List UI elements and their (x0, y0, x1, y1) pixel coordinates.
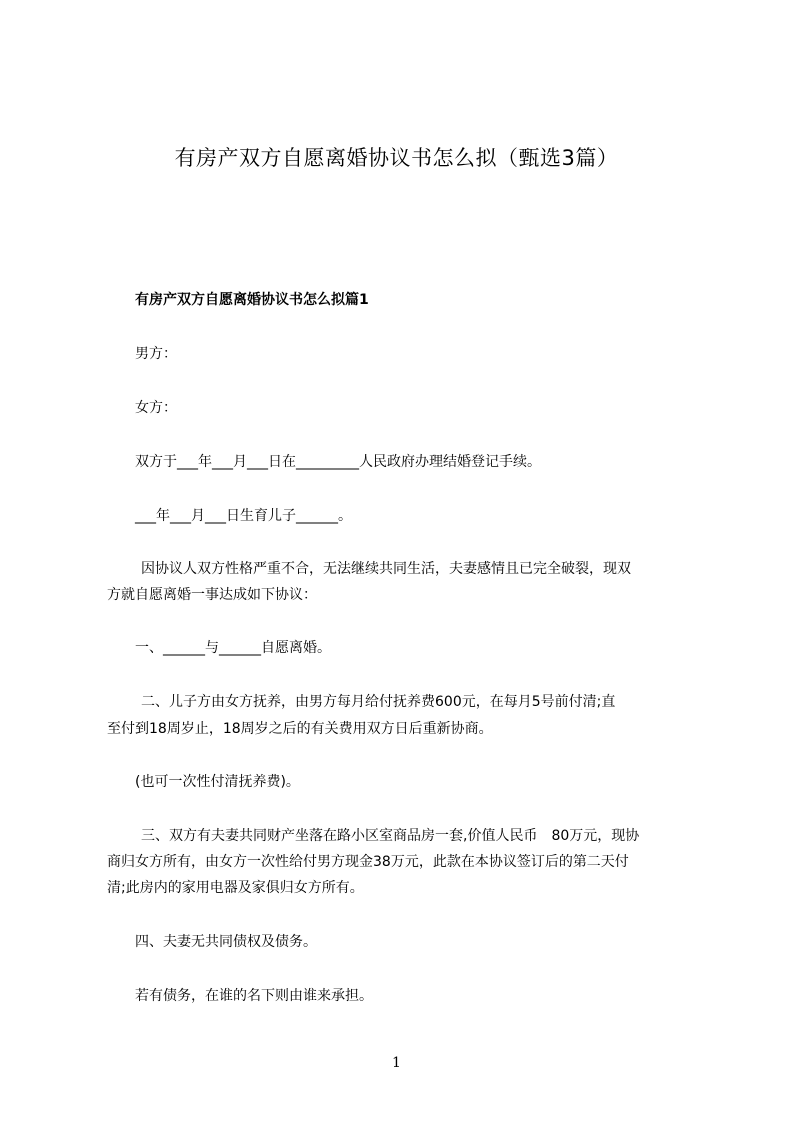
page-number: 1 (392, 1055, 401, 1071)
paragraph-male: 男方： (135, 346, 177, 362)
paragraph-clause-3-line3: 清;此房内的家用电器及家俱归女方所有。 (107, 880, 364, 896)
paragraph-reason-line1: 因协议人双方性格严重不合，无法继续共同生活，夫妻感情且已完全破裂，现双 (141, 561, 631, 577)
paragraph-clause-3-line2: 商归女方所有，由女方一次性给付男方现金38万元，此款在本协议签订后的第二天付 (107, 854, 629, 870)
document-title: 有房产双方自愿离婚协议书怎么拟（甄选3篇） (174, 146, 619, 170)
paragraph-marriage-registration: 双方于___年___月___日在_________人民政府办理结婚登记手续。 (135, 454, 541, 470)
paragraph-child-birth: ___年___月___日生育儿子______。 (135, 508, 352, 524)
paragraph-clause-2-line1: 二、儿子方由女方抚养，由男方每月给付抚养费600元，在每月5号前付清;直 (141, 694, 616, 710)
paragraph-clause-2-line2: 至付到18周岁止，18周岁之后的有关费用双方日后重新协商。 (107, 721, 493, 737)
paragraph-clause-4: 四、夫妻无共同债权及债务。 (135, 934, 317, 950)
paragraph-debt-note: 若有债务，在谁的名下则由谁来承担。 (135, 988, 373, 1004)
paragraph-clause-1: 一、______与______自愿离婚。 (135, 640, 331, 656)
paragraph-reason-line2: 方就自愿离婚一事达成如下协议： (107, 587, 317, 603)
paragraph-clause-3-line1: 三、双方有夫妻共同财产坐落在路小区室商品房一套,价值人民币 80万元，现协 (141, 828, 640, 844)
section-heading: 有房产双方自愿离婚协议书怎么拟篇1 (135, 292, 369, 308)
paragraph-lump-sum-note: (也可一次性付清抚养费)。 (135, 774, 300, 790)
paragraph-female: 女方： (135, 400, 177, 416)
